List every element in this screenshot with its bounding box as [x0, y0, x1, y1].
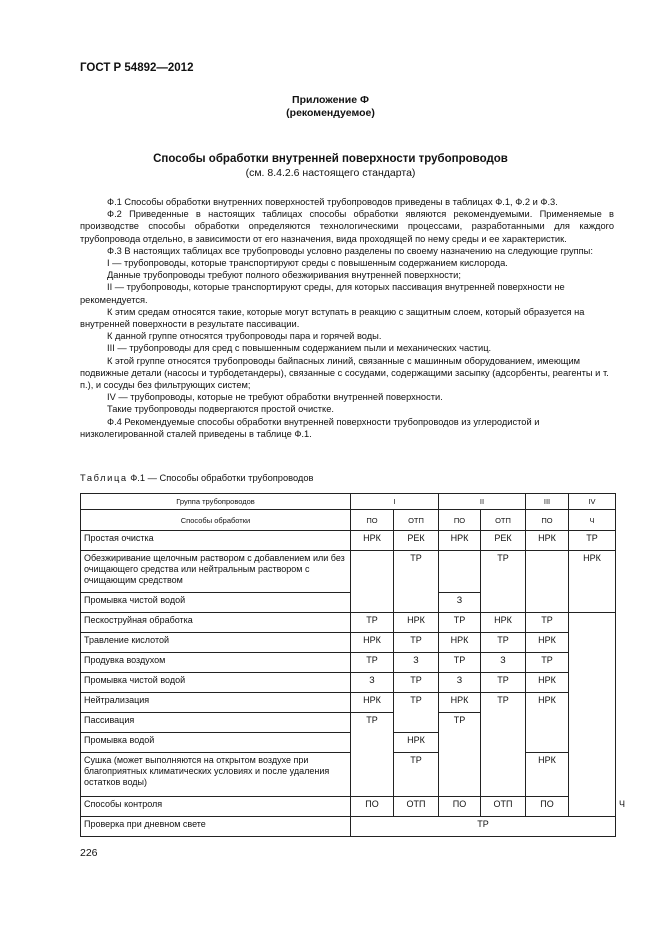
- paragraph: II — трубопроводы, которые транспортируют среды, для которых пассивация внутренней поверхности не рекомендуется.: [80, 282, 565, 305]
- table-row: [81, 693, 616, 713]
- paragraph: I — трубопроводы, которые транспортируют среды с повышенным содержанием кислорода.: [107, 258, 508, 269]
- header-cell: Способы обработки: [81, 510, 351, 531]
- paragraph: Ф.1 Способы обработки внутренних поверхностей трубопроводов приведены в таблицах Ф.1, Ф.2 и Ф.3.: [107, 197, 558, 207]
- row-label: Простая очистка: [81, 531, 351, 551]
- header-cell: Группа трубопроводов: [81, 494, 351, 510]
- table-cell: ОТП: [481, 797, 526, 817]
- table-cell: З: [439, 673, 481, 693]
- table-cell: РЕК: [481, 531, 526, 551]
- table-header-row: [81, 494, 616, 510]
- header-cell: IV: [569, 494, 616, 510]
- row-label: Промывка чистой водой: [81, 593, 351, 613]
- paragraph: Ф.3 В настоящих таблицах все трубопроводы условно разделены по своему назначению на следующие группы:: [107, 245, 593, 256]
- table-cell: НРК: [439, 693, 481, 713]
- row-label: Пассивация: [81, 713, 351, 733]
- row-label: Сушка (может выполняются на открытом воздухе при благоприятных климатических условиях и после удаления остатков воды): [81, 753, 351, 797]
- table-cell: [526, 551, 569, 613]
- table-cell: НРК: [394, 733, 439, 753]
- table-cell: ТР: [351, 613, 394, 633]
- table-row: [81, 753, 616, 797]
- table-cell: НРК: [526, 673, 569, 693]
- table-cell: ТР: [481, 551, 526, 613]
- table-cell: З: [394, 653, 439, 673]
- header-cell: ПО: [351, 510, 394, 531]
- table-cell: НРК: [526, 531, 569, 551]
- header-cell: I: [351, 494, 439, 510]
- table-caption-text: Ф.1 — Способы обработки трубопроводов: [127, 473, 314, 483]
- table-cell: ТР: [394, 693, 439, 733]
- table-cell: НРК: [526, 693, 569, 753]
- table-cell: ТР: [526, 613, 569, 633]
- table-cell: НРК: [351, 693, 394, 713]
- table-cell: ТР: [481, 673, 526, 693]
- table-cell: ТР: [394, 673, 439, 693]
- table-cell: НРК: [481, 613, 526, 633]
- table-cell: ПО: [526, 797, 569, 817]
- table-cell: РЕК: [394, 531, 439, 551]
- table-cell: ТР: [569, 531, 616, 551]
- row-label: Продувка воздухом: [81, 653, 351, 673]
- table-cell: ТР: [526, 653, 569, 673]
- header-cell: II: [439, 494, 526, 510]
- table-cell: ТР: [351, 817, 616, 837]
- table-cell: НРК: [439, 531, 481, 551]
- table-cell: ТР: [394, 633, 439, 653]
- table-cell: НРК: [351, 531, 394, 551]
- table-cell: ОТП: [394, 797, 439, 817]
- row-label: Обезжиривание щелочным раствором с добавлением или без очищающего средства или нейтральным раствором с очищающим средством: [81, 551, 351, 593]
- page-number: 226: [80, 847, 98, 859]
- row-label: Травление кислотой: [81, 633, 351, 653]
- table-cell: ТР: [351, 653, 394, 673]
- table-cell: [351, 551, 394, 613]
- section-title: Способы обработки внутренней поверхности трубопроводов: [153, 153, 508, 165]
- paragraph: III — трубопроводы для сред с повышенным содержанием пыли и механических частиц.: [107, 343, 492, 354]
- table-cell: ТР: [394, 551, 439, 613]
- row-label: Нейтрализация: [81, 693, 351, 713]
- table-cell: З: [481, 653, 526, 673]
- paragraph: К этой группе относятся трубопроводы байпасных линий, связанные с машинным оборудованием, имеющим подвижные детали (насосы и турбодетандеры), связанные с сосудами, содержащими засыпку (адсорбенты, реагенты и т. п.), и сосуды без фильтрующих систем;: [80, 355, 609, 391]
- table-header-row: [81, 510, 616, 531]
- table-caption-label: Таблица: [80, 473, 128, 483]
- table-cell: ТР: [481, 693, 526, 797]
- table-cell: [569, 613, 616, 817]
- table-row: Способы контроля ПО ОТП ПО ОТП ПО Ч: [81, 797, 616, 817]
- body-text: [80, 196, 614, 440]
- table-cell: НРК: [351, 633, 394, 653]
- table-cell: З: [439, 593, 481, 613]
- row-label: Проверка при дневном свете: [81, 817, 351, 837]
- table-cell: ТР: [439, 713, 481, 797]
- table-cell: НРК: [526, 633, 569, 653]
- row-label: Пескоструйная обработка: [81, 613, 351, 633]
- header-cell: ОТП: [481, 510, 526, 531]
- row-label: Промывка чистой водой: [81, 673, 351, 693]
- table-cell: ТР: [439, 653, 481, 673]
- table-cell: ТР: [481, 633, 526, 653]
- row-label: Способы контроля: [81, 797, 351, 817]
- header-cell: ПО: [439, 510, 481, 531]
- table-row: [81, 633, 616, 653]
- table-row: [81, 531, 616, 551]
- table-cell: НРК: [569, 551, 616, 613]
- header-cell: Ч: [569, 510, 616, 531]
- treatment-table: [80, 493, 626, 837]
- table-cell: НРК: [526, 753, 569, 797]
- paragraph: Данные трубопроводы требуют полного обезжиривания внутренней поверхности;: [107, 270, 461, 281]
- table-row: [81, 613, 616, 633]
- header-cell: ПО: [526, 510, 569, 531]
- table-cell: ПО: [351, 797, 394, 817]
- table-cell: ТР: [394, 753, 439, 797]
- table-row: [81, 673, 616, 693]
- table-cell: ПО: [439, 797, 481, 817]
- paragraph: К этим средам относятся такие, которые могут вступать в реакцию с защитным слоем, который образуется на внутренней поверхности в результате пассивации.: [80, 306, 585, 330]
- paragraph: Ф.4 Рекомендуемые способы обработки внутренней поверхности трубопроводов из углеродистой и низколегированной сталей приведены в таблице Ф.1.: [80, 416, 540, 439]
- header-cell: III: [526, 494, 569, 510]
- row-label: Промывка водой: [81, 733, 351, 753]
- table-cell: З: [351, 673, 394, 693]
- table-cell: ТР: [351, 713, 394, 797]
- table-row: [81, 817, 616, 837]
- paragraph: Такие трубопроводы подвергаются простой очистке.: [107, 404, 334, 415]
- table-cell: [439, 551, 481, 593]
- appendix-status: (рекомендуемое): [286, 107, 375, 119]
- header-cell: ОТП: [394, 510, 439, 531]
- document-header: ГОСТ Р 54892—2012: [80, 62, 194, 74]
- table-cell: НРК: [439, 633, 481, 653]
- table-row: [81, 653, 616, 673]
- section-subtitle: (см. 8.4.2.6 настоящего стандарта): [245, 167, 416, 179]
- table-row: [81, 551, 616, 593]
- paragraph: К данной группе относятся трубопроводы пара и горячей воды.: [107, 331, 382, 342]
- appendix-name: Приложение Ф: [292, 94, 369, 106]
- table-cell: ТР: [439, 613, 481, 633]
- table-caption: [80, 473, 313, 483]
- paragraph: Ф.2 Приведенные в настоящих таблицах способы обработки являются рекомендуемыми. Применяемые в производстве способы обработки определяются технологическими процессами, разработанными для каждого трубопровода отдельно, в зависимости от его назначения, вида проходящей по нему среды и ее характеристик.: [80, 209, 614, 244]
- table-cell: НРК: [394, 613, 439, 633]
- paragraph: IV — трубопроводы, которые не требуют обработки внутренней поверхности.: [107, 392, 443, 403]
